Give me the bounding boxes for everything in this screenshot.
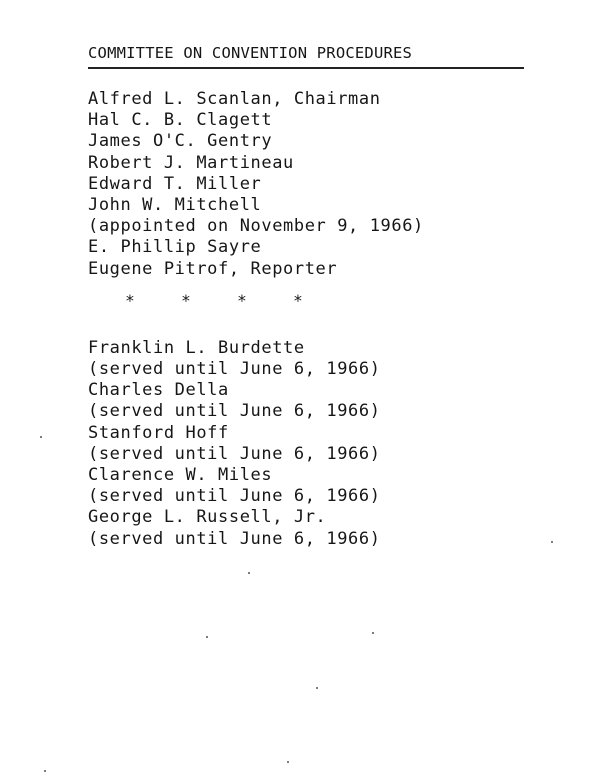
former-members-list [88,338,568,550]
former-member-note: (served until June 6, 1966) [88,528,381,549]
separator-star: * [237,290,247,310]
former-member-line: George L. Russell, Jr. [88,507,327,528]
scan-speck [206,636,208,638]
separator-star: * [293,290,303,310]
scan-speck [287,761,289,763]
scan-speck [44,770,46,772]
member-line: Eugene Pitrof, Reporter [88,258,338,279]
section-separator [122,290,568,312]
former-member-note: (served until June 6, 1966) [88,443,381,464]
member-line: Hal C. B. Clagett [88,110,273,131]
member-line: E. Phillip Sayre [88,237,262,258]
members-list [88,89,568,280]
member-line: John W. Mitchell [88,195,262,216]
separator-star: * [125,290,135,310]
former-member-line: Stanford Hoff [88,422,229,443]
former-member-note: (served until June 6, 1966) [88,359,381,380]
scan-speck [372,632,374,634]
committee-title: COMMITTEE ON CONVENTION PROCEDURES [88,42,524,69]
scan-speck [316,687,318,689]
scan-speck [551,541,553,543]
former-member-note: (served until June 6, 1966) [88,401,381,422]
member-line: Edward T. Miller [88,173,262,194]
former-member-line: Clarence W. Miles [88,465,273,486]
member-line: Alfred L. Scanlan, Chairman [88,89,381,109]
member-line: Robert J. Martineau [88,152,294,173]
former-member-line: Franklin L. Burdette [88,337,305,358]
former-member-note: (served until June 6, 1966) [88,486,381,507]
scan-speck [40,436,42,438]
scan-speck [248,572,250,574]
member-line: James O'C. Gentry [88,131,273,152]
member-note: (appointed on November 9, 1966) [88,216,424,237]
document-page [88,42,568,550]
former-member-line: Charles Della [88,380,229,401]
separator-star: * [181,290,191,310]
